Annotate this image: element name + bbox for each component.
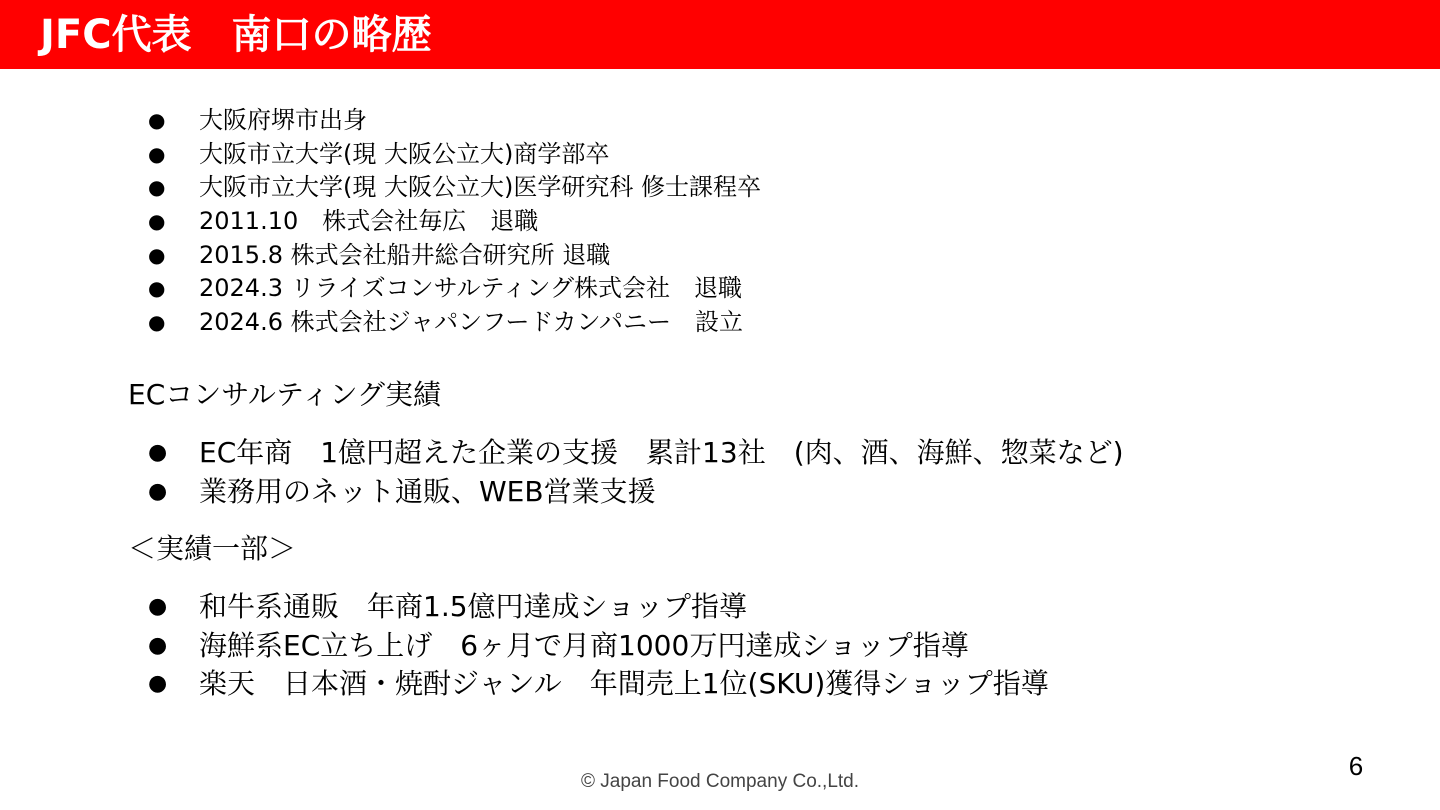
results-heading: ＜実績一部＞ (128, 532, 297, 565)
bullet-icon: ● (148, 479, 168, 504)
page-number: 6 (1348, 751, 1364, 781)
ec-consulting-item (0, 433, 1440, 472)
ec-consulting-heading: ECコンサルティング実績 (128, 378, 442, 411)
career-item-text: 大阪市立大学(現 大阪公立大)医学研究科 修士課程卒 (199, 173, 761, 202)
title-bar (0, 0, 1440, 69)
bullet-icon: ● (148, 594, 168, 619)
results-list (0, 588, 1440, 704)
results-item-text: 楽天 日本酒・焼酎ジャンル 年間売上1位(SKU)獲得ショップ指導 (199, 667, 1049, 700)
career-item (0, 138, 1440, 172)
results-item-text: 海鮮系EC立ち上げ 6ヶ月で月商1000万円達成ショップ指導 (199, 628, 969, 662)
bullet-icon: ● (148, 108, 166, 132)
career-item (0, 104, 1440, 138)
career-item-text: 大阪市立大学(現 大阪公立大)商学部卒 (199, 139, 610, 168)
career-item-text: 2024.6 株式会社ジャパンフードカンパニー 設立 (199, 308, 744, 337)
career-item (0, 306, 1440, 340)
copyright-footer: © Japan Food Company Co.,Ltd. (580, 771, 860, 792)
bullet-icon: ● (148, 632, 168, 658)
career-list (0, 104, 1440, 340)
ec-consulting-list (0, 433, 1440, 511)
career-item (0, 239, 1440, 273)
bullet-icon: ● (148, 276, 166, 301)
bullet-icon: ● (148, 671, 168, 696)
ec-consulting-item-text: EC年商 1億円超えた企業の支援 累計13社 (肉、酒、海鮮、惣菜など) (199, 436, 1124, 469)
bullet-icon: ● (148, 209, 166, 234)
bullet-icon: ● (148, 141, 166, 166)
bullet-icon: ● (148, 242, 166, 267)
results-item (0, 588, 1440, 627)
bullet-icon: ● (148, 440, 168, 465)
bullet-icon: ● (148, 175, 166, 200)
ec-consulting-item (0, 472, 1440, 511)
ec-consulting-item-text: 業務用のネット通販、WEB営業支援 (199, 475, 656, 508)
career-item (0, 171, 1440, 205)
results-item-text: 和牛系通販 年商1.5億円達成ショップ指導 (199, 590, 747, 623)
results-item (0, 627, 1440, 666)
career-item-text: 2024.3 リライズコンサルティング株式会社 退職 (199, 274, 743, 303)
career-item-text: 大阪府堺市出身 (199, 106, 367, 134)
career-item-text: 2015.8 株式会社船井総合研究所 退職 (199, 240, 611, 269)
career-item-text: 2011.10 株式会社毎広 退職 (199, 207, 539, 236)
bullet-icon: ● (148, 310, 166, 335)
slide-title: JFC代表 南口の略歴 (40, 12, 432, 58)
career-item (0, 272, 1440, 306)
results-item (0, 665, 1440, 704)
career-item (0, 205, 1440, 239)
